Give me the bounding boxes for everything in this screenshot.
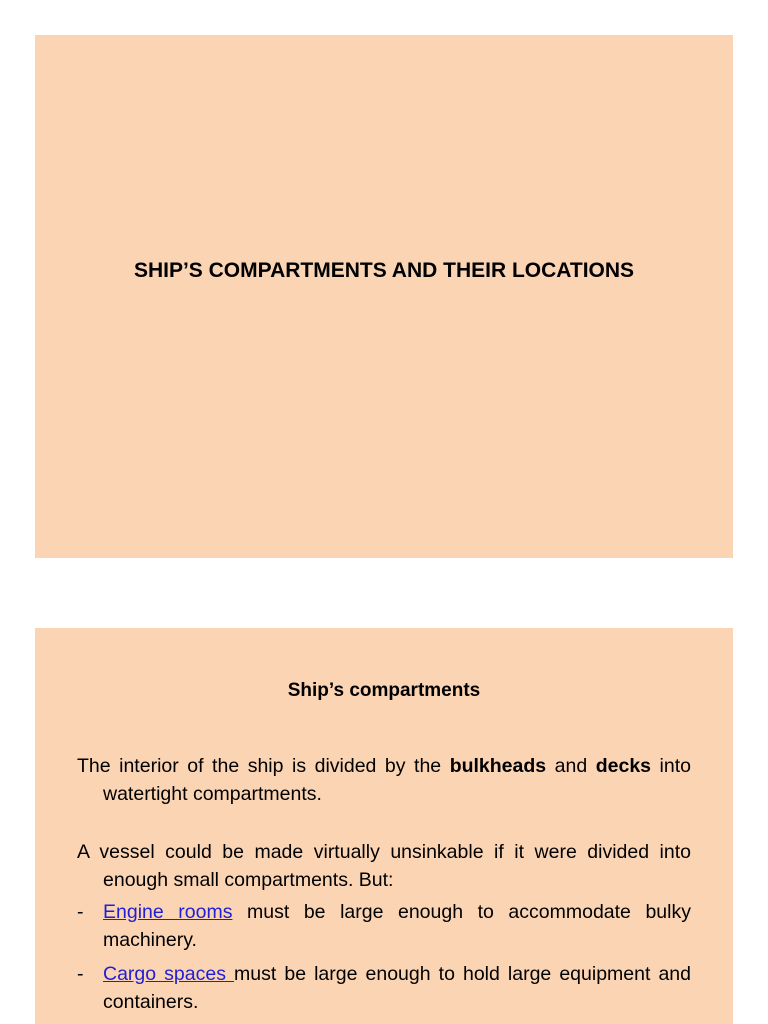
- list-item: [77, 960, 691, 1016]
- paragraph-interior: [77, 752, 691, 808]
- text-fragment: The interior of the ship is divided by the: [77, 755, 450, 777]
- bullet-text: [103, 898, 691, 954]
- bold-term-decks: decks: [595, 755, 652, 777]
- bold-term-bulkheads: bulkheads: [449, 755, 547, 777]
- bullet-text: [103, 960, 691, 1016]
- bullet-list: [77, 898, 691, 1016]
- cargo-spaces-link[interactable]: Cargo spaces: [103, 963, 235, 985]
- bullet-rest-text: must be large enough to accommodate bulky machinery.: [103, 901, 691, 951]
- content-slide: [35, 628, 733, 1024]
- text-fragment: into watertight compartments.: [103, 755, 691, 805]
- bullet-dash: -: [77, 901, 84, 923]
- text-fragment: and: [546, 755, 596, 777]
- section-heading: Ship’s compartments: [287, 680, 481, 701]
- list-item: [77, 898, 691, 954]
- slide-title: SHIP’S COMPARTMENTS AND THEIR LOCATIONS: [133, 258, 635, 282]
- paragraph-unsinkable: A vessel could be made virtually unsinkable if it were divided into enough small compartments. But:: [77, 841, 691, 891]
- engine-rooms-link[interactable]: Engine rooms: [103, 901, 233, 923]
- bullet-dash: -: [77, 963, 84, 985]
- title-slide: [35, 35, 733, 558]
- bullet-rest-text: must be large enough to hold large equipment and containers.: [103, 963, 692, 1013]
